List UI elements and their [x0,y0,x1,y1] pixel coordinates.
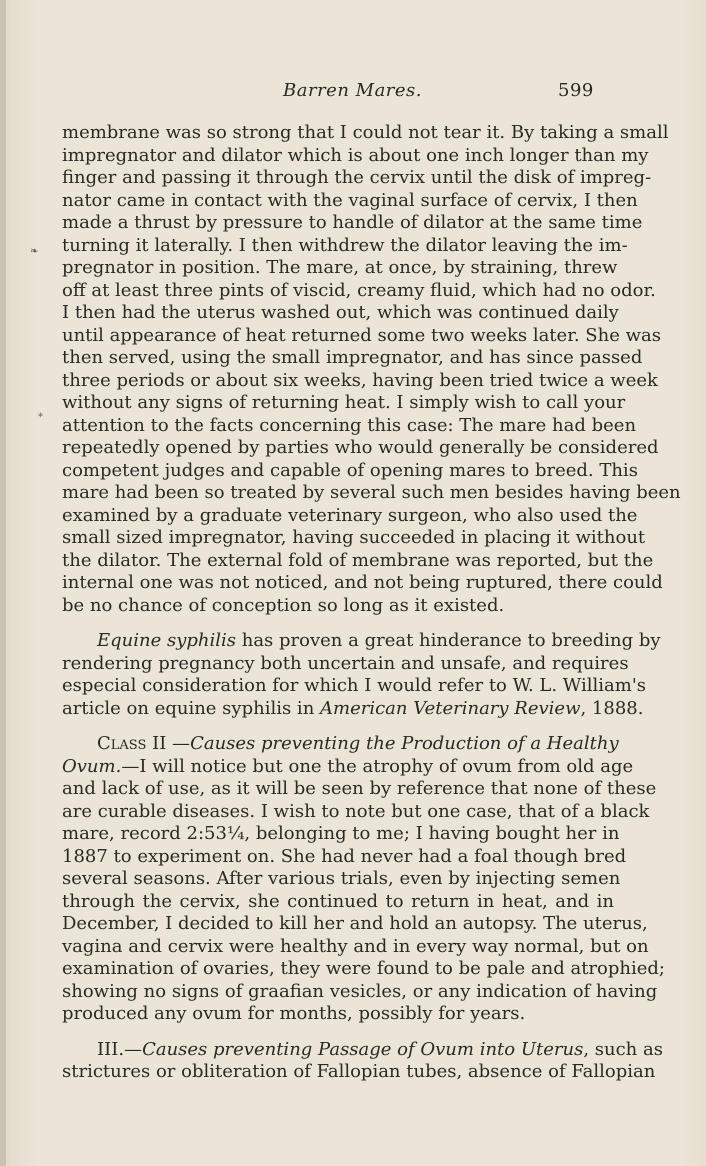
text-line: then served, using the small impregnator, and has since passed [62,347,643,368]
section-label: III.— [97,1038,143,1060]
text-line [62,697,644,721]
text-line: finger and passing it through the cervix until the disk of impreg- [62,167,652,188]
text-line: showing no signs of graafian vesicles, or any indication of having [62,980,658,1002]
text-run: —I will notice but one the atrophy of ovum from old age [121,755,634,777]
text-line: membrane was so strong that I could not tear it. By taking a small [62,122,669,143]
text-line [62,630,661,653]
journal-title: American Veterinary Review [320,697,581,719]
page-number: 599 [558,80,594,101]
text-line: impregnator and dilator which is about one inch longer than my [62,144,649,166]
page-header [0,80,706,108]
text-line: vagina and cervix were healthy and in every way normal, but on [62,935,649,957]
text-line: and lack of use, as it will be seen by reference that none of these [62,778,657,799]
running-title: Barren Mares. [283,80,423,101]
text-line: without any signs of returning heat. I simply wish to call your [62,392,626,413]
text-line: especial consideration for which I would refer to W. L. William's [62,675,646,696]
margin-speck: * [38,412,43,423]
paragraph-gap [62,617,614,630]
text-line: examination of ovaries, they were found to be pale and atrophied; [62,958,665,979]
text-run: has proven a great hinderance to breeding by [236,630,661,651]
text-line: internal one was not noticed, and not being ruptured, there could [62,572,663,593]
text-line: competent judges and capable of opening mares to breed. This [62,459,638,481]
text-line: three periods or about six weeks, having been tried twice a week [62,369,658,391]
text-line: several seasons. After various trials, even by injecting semen [62,868,621,889]
text-line: until appearance of heat returned some two weeks later. She was [62,324,661,346]
text-line: produced any ovum for months, possibly for years. [62,1003,526,1024]
text-line: are curable diseases. I wish to note but one case, that of a black [62,800,650,822]
text-line: made a thrust by pressure to handle of dilator at the same time [62,212,643,233]
section-label: Class II [97,733,167,754]
text-line: small sized impregnator, having succeeded in placing it without [62,527,646,548]
text-line: repeatedly opened by parties who would generally be considered [62,437,659,458]
section-heading: Causes preventing the Production of a Healthy [190,733,619,754]
text-line: off at least three pints of viscid, creamy fluid, which had no odor. [62,279,656,301]
body-text [62,122,681,1084]
page-binding-edge [0,0,6,1166]
section-heading: Ovum. [62,755,122,777]
text-line: December, I decided to kill her and hold an autopsy. The uterus, [62,913,648,934]
margin-speck: ❧ [30,246,39,257]
text-line: 1887 to experiment on. She had never had a foal though bred [62,845,627,867]
paragraph-gap [62,1026,614,1039]
text-run: article on equine syphilis in [62,697,321,719]
text-line: rendering pregnancy both uncertain and unsafe, and requires [62,652,629,674]
text-line: turning it laterally. I then withdrew the dilator leaving the im- [62,234,628,256]
text-line: mare had been so treated by several such men besides having been [62,482,681,503]
text-line: nator came in contact with the vaginal surface of cervix, I then [62,189,638,211]
italic-phrase: Equine syphilis [97,630,237,651]
text-run: , 1888. [580,697,644,719]
text-line: attention to the facts concerning this case: The mare had been [62,414,637,436]
text-line: examined by a graduate veterinary surgeon, who also used the [62,504,638,526]
text-line: strictures or obliteration of Fallopian tubes, absence of Fallopian [62,1061,656,1082]
text-run: , such as [583,1038,663,1060]
paragraph-gap [62,720,614,733]
text-line: I then had the uterus washed out, which was continued daily [62,302,619,323]
text-line [62,1038,663,1062]
text-run: — [166,733,191,754]
text-line [62,755,634,779]
text-line: mare, record 2:53¼, belonging to me; I having bought her in [62,823,620,844]
text-line: be no chance of conception so long as it existed. [62,594,505,616]
text-line: pregnator in position. The mare, at once, by straining, threw [62,257,618,278]
text-line: through the cervix, she continued to return in heat, and in [62,890,614,912]
text-line [62,733,619,756]
section-heading: Causes preventing Passage of Ovum into Uterus [142,1038,584,1060]
text-line: the dilator. The external fold of membrane was reported, but the [62,549,654,571]
